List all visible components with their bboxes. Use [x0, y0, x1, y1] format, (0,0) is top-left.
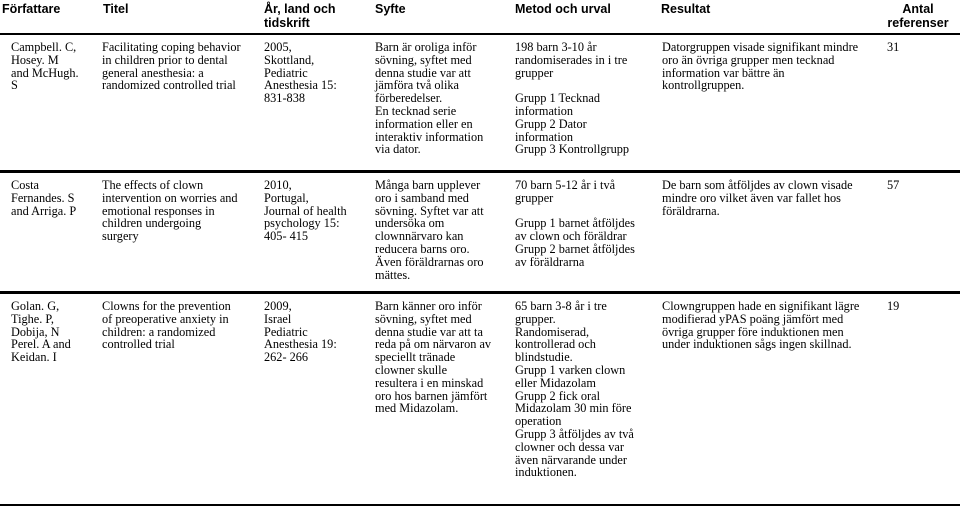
header-author: Författare	[2, 2, 61, 16]
cell-title: Clowns for the prevention of preoperative anxiety in children: a randomized controlled trial	[102, 299, 231, 352]
cell-result: Clowngruppen hade en signifikant lägre modifierad yPAS poäng jämfört med övriga grupper före induktionen men under induktionen sågs ingen skillnad.	[662, 299, 860, 352]
header-refs: Antal referenser	[887, 2, 949, 30]
cell-author: Costa Fernandes. S and Arriga. P	[11, 178, 77, 218]
cell-method: 65 barn 3-8 år i tre grupper. Randomiserad, kontrollerad och blindstudie. Grupp 1 varken clown eller Midazolam Grupp 2 fick oral Midazolam 30 min före operation Grupp 3 åtföljdes av två clowner och dessa var även närvarande under induktionen.	[515, 299, 634, 480]
cell-method: 70 barn 5-12 år i två grupper Grupp 1 barnet åtföljdes av clown och föräldrar Grupp 2 barnet åtföljdes av föräldrarna	[515, 178, 635, 269]
header-method: Metod och urval	[515, 2, 611, 16]
cell-year-place-journal: 2005, Skottland, Pediatric Anesthesia 15: 831-838	[264, 40, 337, 106]
row-divider	[0, 504, 960, 506]
cell-refs: 19	[887, 299, 900, 313]
row-divider	[0, 170, 960, 173]
row-divider	[0, 33, 960, 35]
header-result: Resultat	[661, 2, 711, 16]
cell-aim: Många barn upplever oro i samband med sövning. Syftet var att undersöka om clownnärvaro kan reducera barns oro. Även föräldrarnas oro mättes.	[375, 178, 484, 282]
cell-year-place-journal: 2009, Israel Pediatric Anesthesia 19: 262- 266	[264, 299, 337, 365]
cell-title: The effects of clown intervention on worries and emotional responses in children undergoing surgery	[102, 178, 238, 244]
header-title: Titel	[103, 2, 129, 16]
cell-aim: Barn känner oro inför sövning, syftet med denna studie var att ta reda på om närvaron av speciellt tränade clowner skulle resultera i en minskad oro hos barnen jämfört med Midazolam.	[375, 299, 492, 416]
header-year-place-journal: År, land och tidskrift	[264, 2, 336, 30]
cell-refs: 57	[887, 178, 900, 192]
cell-aim: Barn är oroliga inför sövning, syftet med denna studie var att jämföra två olika förberedelser. En tecknad serie information eller en interaktiv information via dator.	[375, 40, 484, 157]
header-aim: Syfte	[375, 2, 406, 16]
cell-title: Facilitating coping behavior in children prior to dental general anesthesia: a randomized controlled trial	[102, 40, 241, 93]
cell-year-place-journal: 2010, Portugal, Journal of health psychology 15: 405- 415	[264, 178, 347, 244]
cell-method: 198 barn 3-10 år randomiserades in i tre grupper Grupp 1 Tecknad information Grupp 2 Dator information Grupp 3 Kontrollgrupp	[515, 40, 630, 157]
cell-author: Golan. G, Tighe. P, Dobija, N Perel. A and Keidan. I	[11, 299, 71, 365]
cell-refs: 31	[887, 40, 900, 54]
cell-result: Datorgruppen visade signifikant mindre oro än övriga grupper men tecknad information var bättre än kontrollgruppen.	[662, 40, 859, 93]
row-divider	[0, 291, 960, 294]
cell-author: Campbell. C, Hosey. M and McHugh. S	[11, 40, 79, 93]
cell-result: De barn som åtföljdes av clown visade mindre oro vilket även var fallet hos föräldrarna.	[662, 178, 853, 218]
